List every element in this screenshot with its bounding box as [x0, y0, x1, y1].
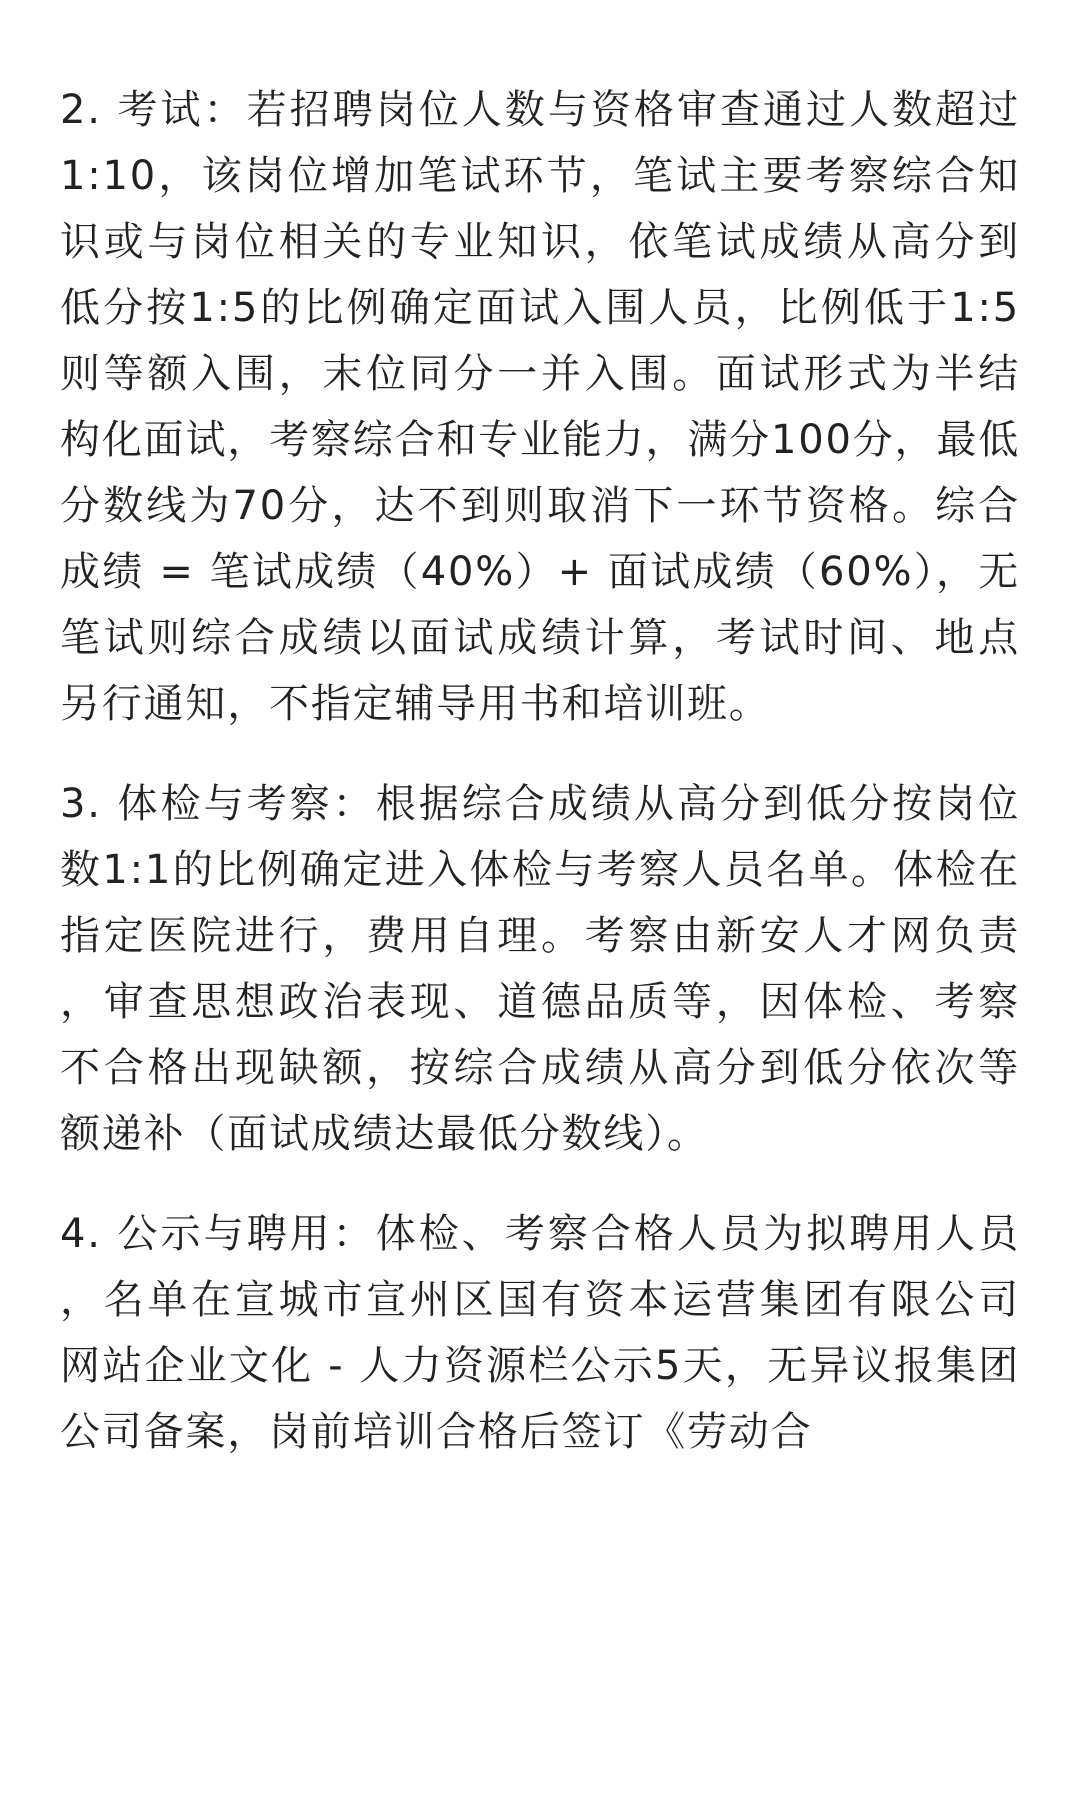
paragraph-publicity-and-hiring: 4. 公示与聘用：体检、考察合格人员为拟聘用人员，名单在宣城市宣州区国有资本运营集团有限公司网站企业文化 - 人力资源栏公示5天，无异议报集团公司备案，岗前培训合格后签订《劳动合	[60, 1211, 1020, 1455]
paragraph-exam: 2. 考试：若招聘岗位人数与资格审查通过人数超过1:10，该岗位增加笔试环节，笔试主要考察综合知识或与岗位相关的专业知识，依笔试成绩从高分到低分按1:5的比例确定面试入围人员，比例低于1:5则等额入围，末位同分一并入围。面试形式为半结构化面试，考察综合和专业能力，满分100分，最低分数线为70分，达不到则取消下一环节资格。综合成绩 = 笔试成绩（40%）+ 面试成绩（60%），无笔试则综合成绩以面试成绩计算，考试时间、地点另行通知，不指定辅导用书和培训班。	[60, 87, 1020, 727]
paragraph-physical-exam-and-inspection: 3. 体检与考察：根据综合成绩从高分到低分按岗位数1:1的比例确定进入体检与考察人员名单。体检在指定医院进行，费用自理。考察由新安人才网负责，审查思想政治表现、道德品质等，因体检、考察不合格出现缺额，按综合成绩从高分到低分依次等额递补（面试成绩达最低分数线）。	[60, 781, 1020, 1157]
